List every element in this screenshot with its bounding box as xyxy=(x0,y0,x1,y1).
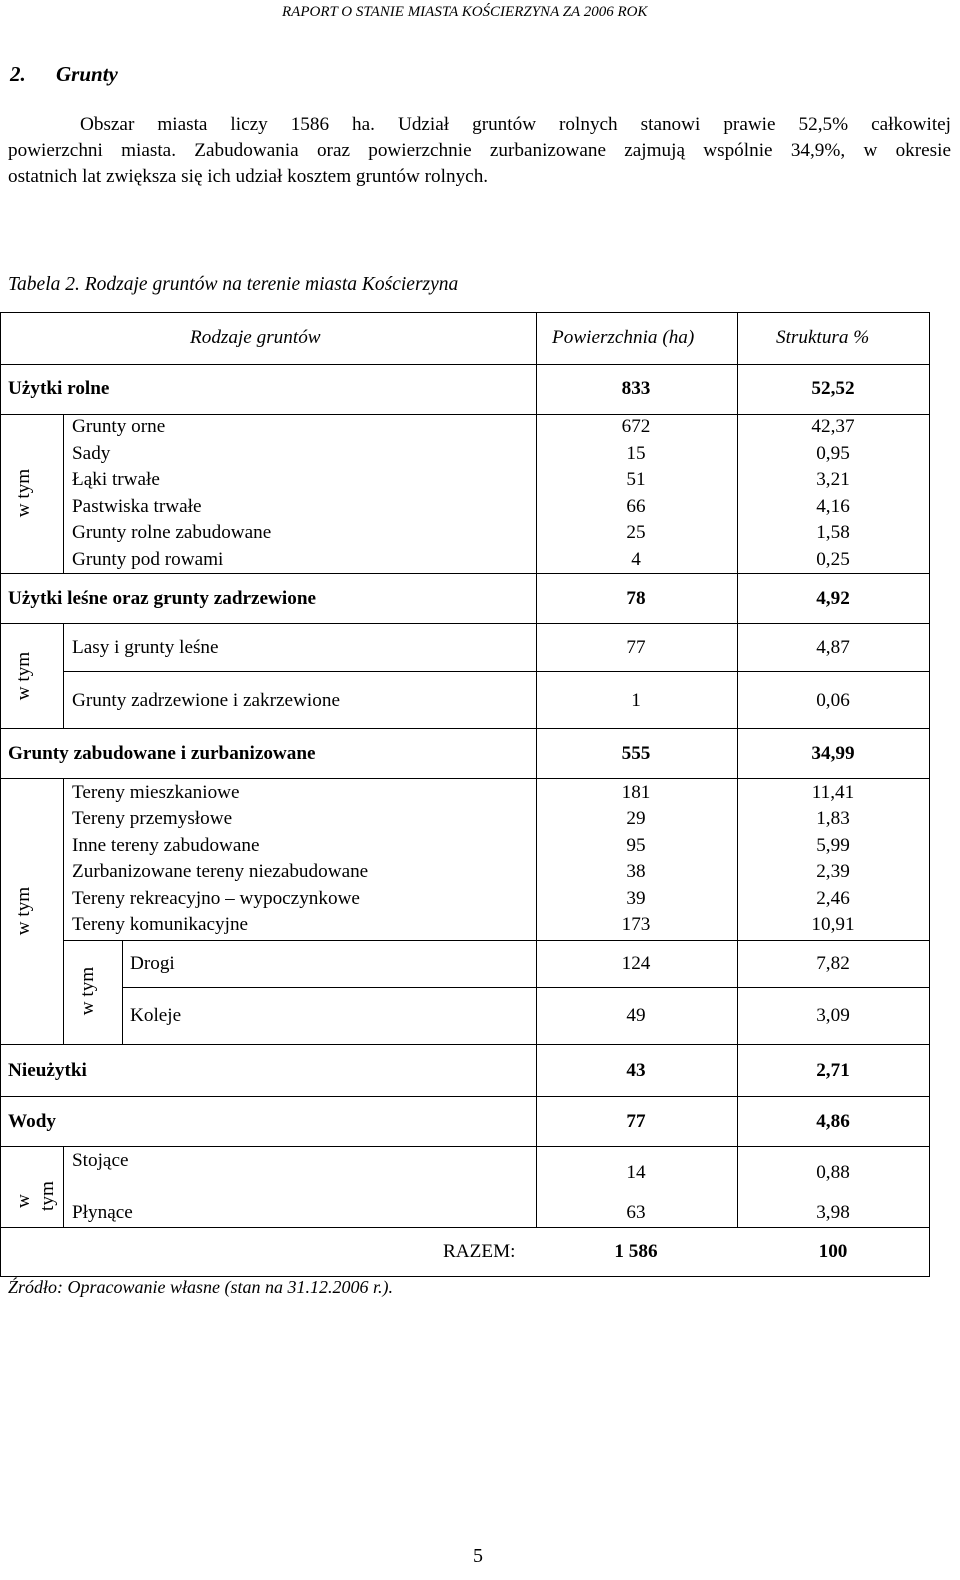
item-pct: 42,37 xyxy=(811,416,855,437)
item-label: Płynące xyxy=(72,1202,133,1223)
page-number: 5 xyxy=(473,1545,483,1567)
item-pct: 3,21 xyxy=(816,469,850,490)
item-area: 95 xyxy=(626,835,646,856)
item-label: Stojące xyxy=(72,1150,129,1171)
item-label: Grunty rolne zabudowane xyxy=(72,522,272,543)
total-area: 1 586 xyxy=(614,1241,658,1262)
item-pct: 1,83 xyxy=(816,808,850,829)
item-area: 14 xyxy=(626,1162,646,1183)
item-pct: 4,16 xyxy=(816,496,850,517)
item-area: 51 xyxy=(626,469,646,490)
item-pct: 2,46 xyxy=(816,888,850,909)
wtym-label: w tym xyxy=(13,651,34,701)
group-label: Nieużytki xyxy=(8,1060,87,1081)
wtym-label: w tym xyxy=(77,966,98,1016)
group-pct: 34,99 xyxy=(811,743,855,764)
item-pct: 0,06 xyxy=(816,690,850,711)
item-pct: 0,88 xyxy=(816,1162,850,1183)
item-area: 173 xyxy=(621,914,651,935)
subitem-pct: 7,82 xyxy=(816,953,850,974)
item-label: Grunty zadrzewione i zakrzewione xyxy=(72,690,340,711)
subitem-pct: 3,09 xyxy=(816,1005,850,1026)
item-area: 672 xyxy=(621,416,651,437)
group-pct: 52,52 xyxy=(811,378,855,399)
wtym-label: w tym xyxy=(13,886,34,936)
table-source: Źródło: Opracowanie własne (stan na 31.12.2006 r.). xyxy=(8,1277,394,1297)
item-label: Łąki trwałe xyxy=(72,469,160,490)
paragraph-line-2: powierzchni miasta. Zabudowania oraz powierzchnie zurbanizowane zajmują wspólnie 34,9%, w okresie xyxy=(8,140,951,161)
item-label: Tereny przemysłowe xyxy=(72,808,233,829)
item-pct: 5,99 xyxy=(816,835,850,856)
item-label: Inne tereny zabudowane xyxy=(72,835,260,856)
subitem-area: 49 xyxy=(626,1005,646,1026)
total-pct: 100 xyxy=(818,1241,848,1262)
group-pct: 4,86 xyxy=(816,1111,850,1132)
item-label: Tereny rekreacyjno – wypoczynkowe xyxy=(72,888,360,909)
item-label: Zurbanizowane tereny niezabudowane xyxy=(72,861,369,882)
header-area: Powierzchnia (ha) xyxy=(552,327,695,348)
group-area: 77 xyxy=(626,1111,646,1132)
report-header: RAPORT O STANIE MIASTA KOŚCIERZYNA ZA 2006 ROK xyxy=(282,4,648,20)
subitem-label: Koleje xyxy=(130,1005,182,1026)
item-area: 77 xyxy=(626,637,646,658)
group-area: 43 xyxy=(626,1060,646,1081)
table-caption: Tabela 2. Rodzaje gruntów na terenie miasta Kościerzyna xyxy=(8,274,459,295)
item-label: Tereny komunikacyjne xyxy=(72,914,249,935)
section-title: Grunty xyxy=(56,62,118,86)
group-pct: 4,92 xyxy=(816,588,850,609)
paragraph-line-1: Obszar miasta liczy 1586 ha. Udział gruntów rolnych stanowi prawie 52,5% całkowitej xyxy=(80,114,951,135)
item-pct: 4,87 xyxy=(816,637,850,658)
section-number: 2. xyxy=(10,62,26,86)
subitem-area: 124 xyxy=(621,953,651,974)
item-area: 39 xyxy=(626,888,646,909)
item-pct: 0,95 xyxy=(816,443,850,464)
group-area: 833 xyxy=(621,378,651,399)
paragraph-line-3: ostatnich lat zwiększa się ich udział kosztem gruntów rolnych. xyxy=(8,166,489,187)
item-pct: 1,58 xyxy=(816,522,850,543)
group-pct: 2,71 xyxy=(816,1060,850,1081)
group-label: Wody xyxy=(8,1111,56,1132)
item-label: Sady xyxy=(72,443,111,464)
group-area: 555 xyxy=(621,743,651,764)
group-label: Użytki rolne xyxy=(8,378,110,399)
item-area: 63 xyxy=(626,1202,646,1223)
item-area: 181 xyxy=(621,782,651,803)
subitem-label: Drogi xyxy=(130,953,175,974)
item-label: Pastwiska trwałe xyxy=(72,496,202,517)
item-area: 4 xyxy=(631,549,641,570)
item-label: Grunty orne xyxy=(72,416,166,437)
item-area: 15 xyxy=(626,443,646,464)
item-area: 29 xyxy=(626,808,646,829)
group-label: Grunty zabudowane i zurbanizowane xyxy=(8,743,316,764)
item-label: Grunty pod rowami xyxy=(72,549,224,570)
item-pct: 10,91 xyxy=(811,914,855,935)
total-label: RAZEM: xyxy=(443,1241,516,1262)
item-pct: 0,25 xyxy=(816,549,850,570)
item-area: 66 xyxy=(626,496,646,517)
wtym-label-tym: tym xyxy=(37,1181,58,1211)
item-label: Lasy i grunty leśne xyxy=(72,637,219,658)
wtym-label: w tym xyxy=(13,468,34,518)
header-structure: Struktura % xyxy=(776,327,870,348)
group-area: 78 xyxy=(626,588,646,609)
header-land-type: Rodzaje gruntów xyxy=(190,327,321,348)
item-label: Tereny mieszkaniowe xyxy=(72,782,240,803)
wtym-label-w: w xyxy=(13,1194,34,1208)
item-pct: 11,41 xyxy=(811,782,855,803)
item-area: 25 xyxy=(626,522,646,543)
item-area: 1 xyxy=(631,690,641,711)
group-label: Użytki leśne oraz grunty zadrzewione xyxy=(8,588,317,609)
item-pct: 2,39 xyxy=(816,861,850,882)
item-pct: 3,98 xyxy=(816,1202,850,1223)
item-area: 38 xyxy=(626,861,646,882)
